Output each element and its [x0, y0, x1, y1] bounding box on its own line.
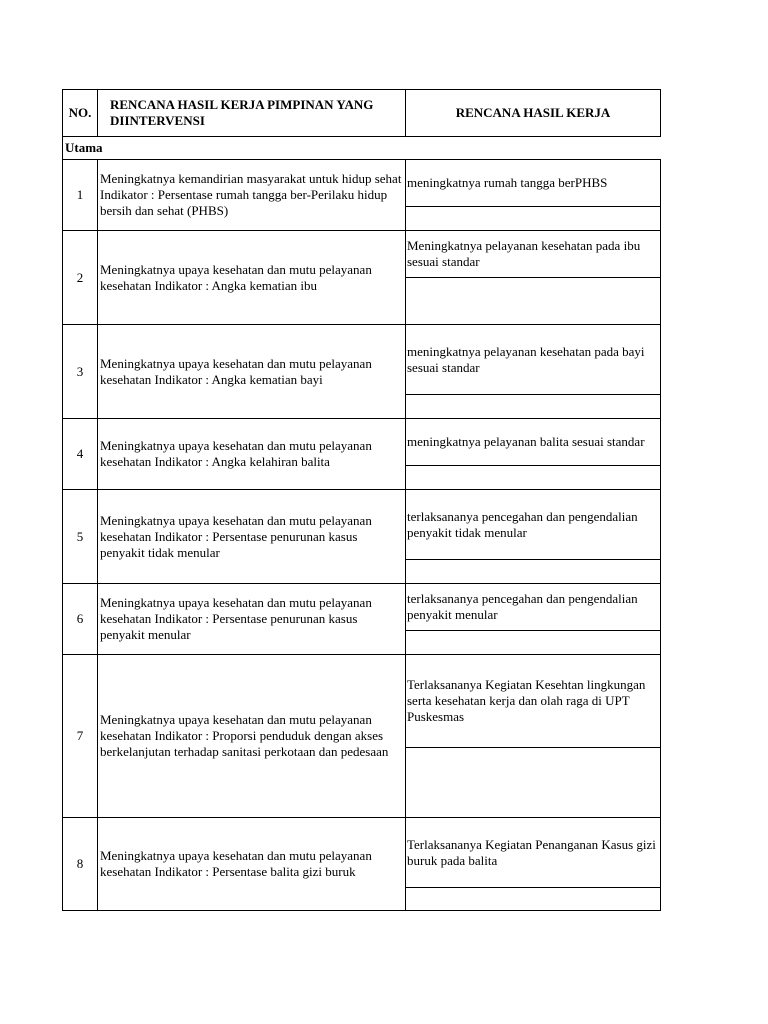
row-result: Meningkatnya pelayanan kesehatan pada ibu sesuai standar	[406, 231, 661, 278]
section-row	[63, 137, 661, 160]
row-indicator: Meningkatnya upaya kesehatan dan mutu pelayanan kesehatan Indikator : Persentase penurunan kasus penyakit menular	[98, 584, 406, 655]
row-number: 4	[63, 419, 98, 490]
table-row	[63, 584, 661, 631]
row-number: 3	[63, 325, 98, 419]
blank-cell	[406, 466, 661, 490]
header-result: RENCANA HASIL KERJA	[406, 90, 661, 137]
row-result: terlaksananya pencegahan dan pengendalian penyakit tidak menular	[406, 490, 661, 560]
header-indicator: RENCANA HASIL KERJA PIMPINAN YANG DIINTERVENSI	[98, 90, 406, 137]
row-result: meningkatnya pelayanan kesehatan pada bayi sesuai standar	[406, 325, 661, 395]
row-indicator: Meningkatnya upaya kesehatan dan mutu pelayanan kesehatan Indikator : Persentase penurunan kasus penyakit tidak menular	[98, 490, 406, 584]
blank-cell	[406, 631, 661, 655]
section-label: Utama	[63, 137, 661, 160]
row-indicator: Meningkatnya upaya kesehatan dan mutu pelayanan kesehatan Indikator : Angka kematian ibu	[98, 231, 406, 325]
table-row	[63, 325, 661, 395]
blank-cell	[406, 207, 661, 231]
document-sheet	[62, 89, 656, 911]
table-row	[63, 490, 661, 560]
row-result: Terlaksananya Kegiatan Penanganan Kasus gizi buruk pada balita	[406, 818, 661, 888]
rencana-table	[62, 89, 661, 911]
blank-cell	[406, 748, 661, 818]
row-indicator: Meningkatnya upaya kesehatan dan mutu pelayanan kesehatan Indikator : Angka kematian bayi	[98, 325, 406, 419]
table-row	[63, 231, 661, 278]
row-number: 1	[63, 160, 98, 231]
row-number: 6	[63, 584, 98, 655]
table-row	[63, 655, 661, 748]
row-indicator: Meningkatnya upaya kesehatan dan mutu pelayanan kesehatan Indikator : Persentase balita gizi buruk	[98, 818, 406, 911]
table-row	[63, 419, 661, 466]
row-number: 2	[63, 231, 98, 325]
row-number: 8	[63, 818, 98, 911]
blank-cell	[406, 560, 661, 584]
blank-cell	[406, 888, 661, 911]
blank-cell	[406, 278, 661, 325]
row-number: 5	[63, 490, 98, 584]
row-indicator: Meningkatnya kemandirian masyarakat untuk hidup sehat Indikator : Persentase rumah tangga ber-Perilaku hidup bersih dan sehat (PHBS)	[98, 160, 406, 231]
row-result: Terlaksananya Kegiatan Kesehtan lingkungan serta kesehatan kerja dan olah raga di UPT Puskesmas	[406, 655, 661, 748]
table-header-row	[63, 90, 661, 137]
table-row	[63, 818, 661, 888]
row-number: 7	[63, 655, 98, 818]
row-indicator: Meningkatnya upaya kesehatan dan mutu pelayanan kesehatan Indikator : Angka kelahiran balita	[98, 419, 406, 490]
row-indicator: Meningkatnya upaya kesehatan dan mutu pelayanan kesehatan Indikator : Proporsi penduduk dengan akses berkelanjutan terhadap sanitasi perkotaan dan pedesaan	[98, 655, 406, 818]
row-result: meningkatnya rumah tangga berPHBS	[406, 160, 661, 207]
blank-cell	[406, 395, 661, 419]
header-no: NO.	[63, 90, 98, 137]
row-result: meningkatnya pelayanan balita sesuai standar	[406, 419, 661, 466]
table-row	[63, 160, 661, 207]
row-result: terlaksananya pencegahan dan pengendalian penyakit menular	[406, 584, 661, 631]
